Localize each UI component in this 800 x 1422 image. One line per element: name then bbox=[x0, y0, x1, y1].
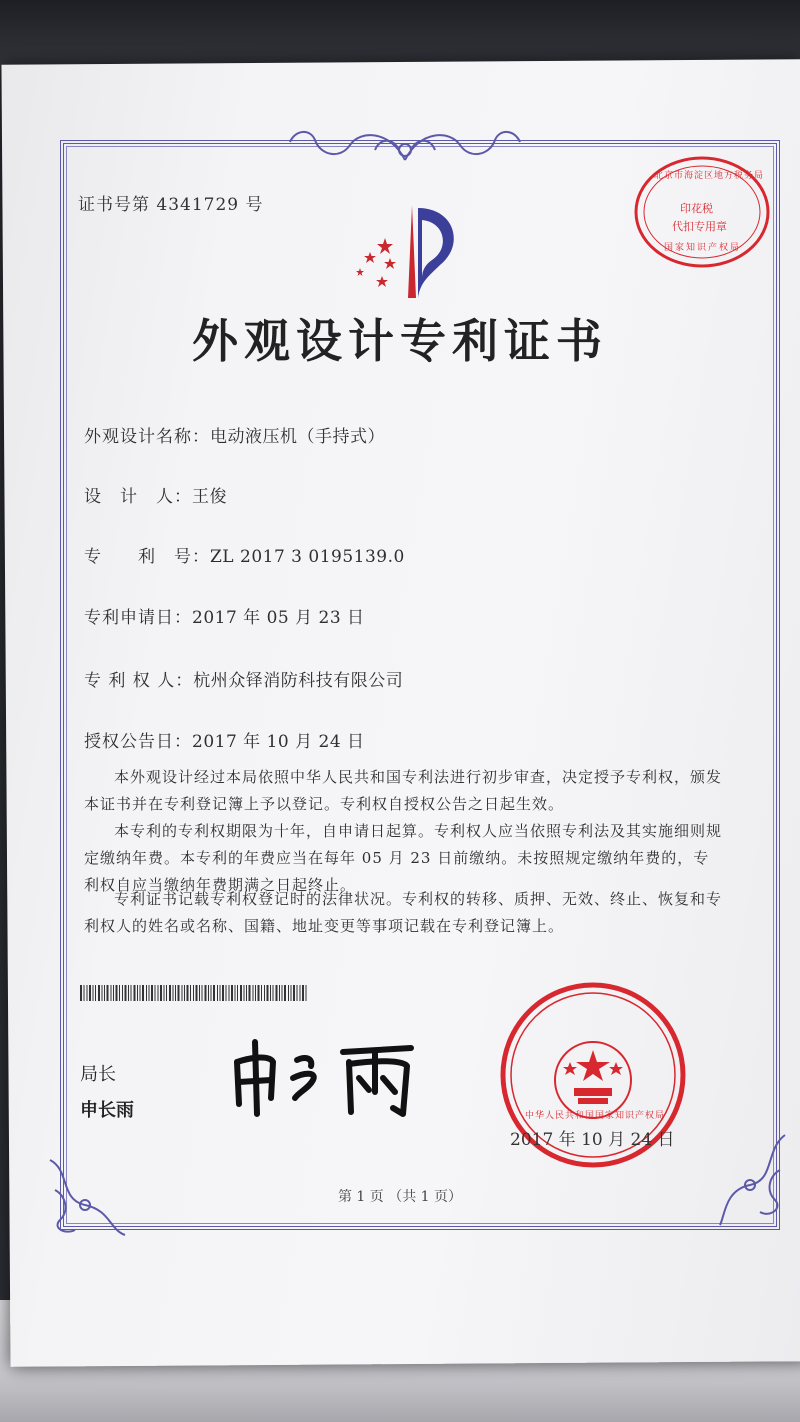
body-paragraph-1: 本外观设计经过本局依照中华人民共和国专利法进行初步审查，决定授予专利权，颁发本证书并在专利登记簿上予以登记。专利权自授权公告之日起生效。 bbox=[84, 768, 723, 813]
top-ornament-icon bbox=[280, 120, 530, 170]
barcode-icon bbox=[80, 985, 308, 1001]
patentee-label: 专 利 权 人： bbox=[84, 671, 194, 691]
design-name-value: 电动液压机（手持式） bbox=[210, 427, 385, 447]
director-title: 局长 bbox=[80, 1064, 116, 1085]
patent-number-value: ZL 2017 3 0195139.0 bbox=[210, 547, 405, 567]
filing-date-value: 2017 年 05 月 23 日 bbox=[192, 608, 365, 628]
page-number: 第 1 页 （共 1 页） bbox=[337, 1189, 463, 1205]
certificate-title: 外观设计专利证书 bbox=[192, 314, 608, 368]
grant-date-value: 2017 年 10 月 24 日 bbox=[192, 732, 365, 752]
official-seal-text: 中华人民共和国国家知识产权局 bbox=[524, 1111, 665, 1121]
tax-seal-bottom-text: 国家知识产权局 bbox=[664, 243, 742, 253]
designer-row bbox=[84, 482, 227, 507]
certificate-number bbox=[78, 190, 264, 215]
design-name-row bbox=[84, 422, 385, 447]
patent-number-label: 专 利 号： bbox=[84, 547, 210, 567]
filing-date-row bbox=[84, 603, 365, 628]
designer-label: 设 计 人： bbox=[84, 487, 192, 507]
certificate-number-suffix: 号 bbox=[245, 195, 264, 215]
body-paragraph-3: 专利证书记载专利权登记时的法律状况。专利权的转移、质押、无效、终止、恢复和专利权人的姓名或名称、国籍、地址变更等事项记载在专利登记簿上。 bbox=[84, 890, 723, 935]
certificate-number-value: 4341729 bbox=[156, 195, 240, 215]
patentee-row bbox=[84, 666, 403, 691]
designer-value: 王俊 bbox=[192, 487, 227, 507]
tax-seal-ring-text: 北京市海淀区地方税务局 bbox=[654, 171, 765, 181]
filing-date-label: 专利申请日： bbox=[84, 608, 192, 628]
design-name-label: 外观设计名称： bbox=[84, 427, 210, 447]
director-name: 申长雨 bbox=[80, 1100, 134, 1121]
certificate-number-label: 证书号第 bbox=[78, 195, 150, 215]
tax-seal-center-1: 印花税 bbox=[680, 202, 713, 215]
bottom-right-ornament-icon bbox=[715, 1130, 795, 1230]
tax-seal-center-2: 代扣专用章 bbox=[672, 220, 727, 233]
grant-date-row bbox=[84, 727, 365, 752]
patentee-value: 杭州众铎消防科技有限公司 bbox=[193, 671, 404, 691]
body-paragraph-2: 本专利的专利权期限为十年，自申请日起算。专利权人应当依照专利法及其实施细则规定缴纳年费。本专利的年费应当在每年 05 月 23 日前缴纳。未按照规定缴纳年费的，专利权自应当缴纳年费期满之日起终止。 bbox=[84, 822, 723, 894]
grant-date-label: 授权公告日： bbox=[84, 732, 192, 752]
patent-office-logo-icon bbox=[340, 200, 470, 300]
patent-number-row bbox=[84, 542, 405, 567]
issue-date: 2017 年 10 月 24 日 bbox=[510, 1130, 675, 1150]
handwritten-signature bbox=[225, 1032, 425, 1122]
